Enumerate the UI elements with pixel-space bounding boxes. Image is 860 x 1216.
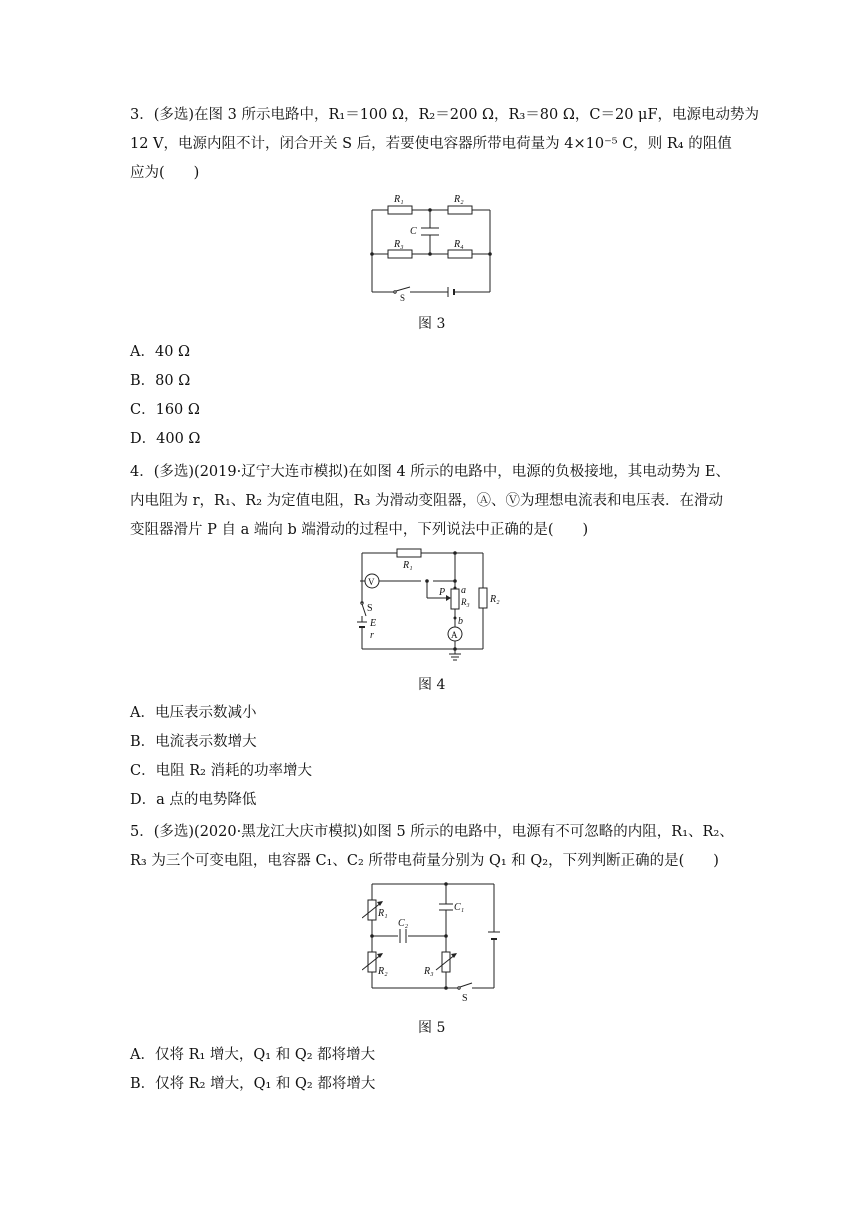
r1-resistor [388,206,412,214]
label-v: V [368,577,375,587]
junction-dot [370,934,374,938]
terminal-a-dot [454,587,457,590]
label-a-meter: A [451,630,458,640]
q4-option-b: B．电流表示数增大 [130,734,257,750]
q4-stem-line-1: 4．(多选)(2019·辽宁大连市模拟)在如图 4 所示的电路中，电源的负极接地，其电动势为 E、 [130,464,730,480]
capacitor-c [421,228,439,235]
figure-4-caption: 图 4 [418,677,446,693]
label-s: S [367,603,373,614]
q4-option-c: C．电阻 R₂ 消耗的功率增大 [130,763,313,779]
label-r: r [370,630,374,641]
figure-5-circuit [362,878,512,1006]
junction-dot [425,579,429,583]
label-s: S [462,993,468,1004]
label-p: P [439,587,446,598]
r3-resistor [388,250,412,258]
label-b: b [458,616,463,627]
label-r1: R₁ [394,194,404,205]
ground-symbol [449,649,461,660]
label-r3: R₃ [424,966,434,977]
capacitor-c1 [439,904,453,910]
junction-dot [488,252,492,256]
battery-symbol [357,622,367,636]
q3-option-d: D．400 Ω [130,431,201,447]
label-r2: R₂ [490,594,500,605]
q5-option-b: B．仅将 R₂ 增大，Q₁ 和 Q₂ 都将增大 [130,1076,376,1092]
label-r2: R₂ [378,966,388,977]
q3-option-b: B．80 Ω [130,373,191,389]
label-r1: R₁ [378,908,388,919]
junction-dot [428,208,432,212]
battery-symbol [448,287,454,297]
junction-dot [444,882,448,886]
junction-dot [453,579,457,583]
switch-s [361,602,366,622]
capacitor-c2 [400,929,406,943]
junction-dot [428,252,432,256]
r3-variable-resistor [436,952,457,972]
q3-option-c: C．160 Ω [130,402,200,418]
figure-5-caption: 图 5 [418,1020,446,1036]
q5-stem-line-1: 5．(多选)(2020·黑龙江大庆市模拟)如图 5 所示的电路中，电源有不可忽略的内阻，R₁、R₂、 [130,824,734,840]
label-r1-visible: R₁ [403,560,413,571]
r2-resistor [479,588,487,608]
q5-option-a: A．仅将 R₁ 增大，Q₁ 和 Q₂ 都将增大 [130,1047,376,1063]
label-c: C [410,226,417,237]
q4-stem-line-2: 内电阻为 r，R₁、R₂ 为定值电阻，R₃ 为滑动变阻器，Ⓐ、Ⓥ为理想电流表和电压表．在滑动 [130,493,723,509]
q4-option-a: A．电压表示数减小 [130,705,257,721]
q4-stem-line-3: 变阻器滑片 P 自 a 端向 b 端滑动的过程中，下列说法中正确的是( ) [130,522,589,538]
label-r2: R₂ [454,194,464,205]
r4-resistor [448,250,472,258]
junction-dot [444,934,448,938]
label-r4: R₄ [454,239,464,250]
battery-symbol [488,932,500,939]
q3-option-a: A．40 Ω [130,344,191,360]
junction-dot [444,986,448,990]
q4-option-d: D．a 点的电势降低 [130,792,257,808]
r1-resistor [397,549,421,557]
figure-3-caption: 图 3 [418,316,446,332]
label-a: a [461,585,466,596]
label-c1: C₁ [454,902,465,913]
label-r3: R₃ [461,597,470,607]
terminal-b-dot [454,617,457,620]
q3-stem-line-2: 12 V，电源内阻不计，闭合开关 S 后，若要使电容器所带电荷量为 4×10⁻⁵ C，则 R₄ 的阻值 [130,136,732,152]
q3-stem-line-1: 3．(多选)在图 3 所示电路中，R₁＝100 Ω，R₂＝200 Ω，R₃＝80 Ω，C＝20 μF，电源电动势为 [130,107,760,123]
slider-arrow [446,595,451,601]
label-s: S [400,293,406,302]
q5-stem-line-2: R₃ 为三个可变电阻，电容器 C₁、C₂ 所带电荷量分别为 Q₁ 和 Q₂，下列判断正确的是( ) [130,853,719,869]
q3-stem-line-3: 应为( ) [130,165,200,181]
junction-dot [453,551,457,555]
label-c2: C₂ [398,918,409,929]
label-e: E [370,618,377,629]
figure-4-circuit [355,548,505,663]
r2-resistor [448,206,472,214]
label-r3: R₃ [394,239,404,250]
switch-s [458,983,472,989]
r3-rheostat [451,589,459,609]
junction-dot [370,252,374,256]
figure-3-circuit [360,190,500,302]
